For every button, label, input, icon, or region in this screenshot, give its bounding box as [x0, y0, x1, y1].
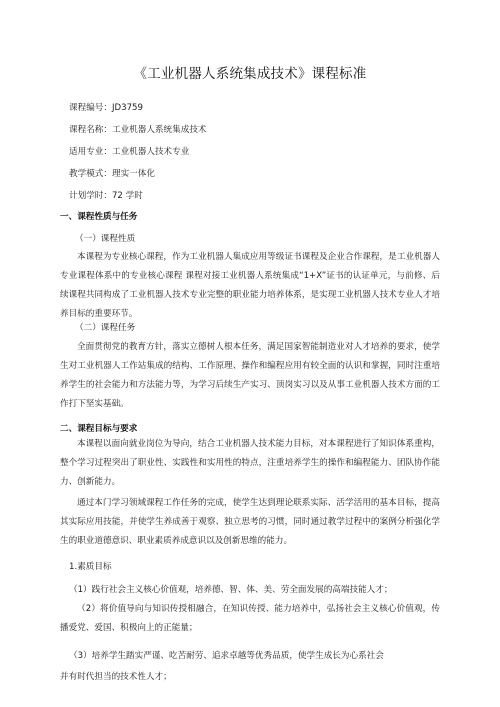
teaching-mode: 教学模式：理实一体化	[69, 169, 155, 179]
quality-goal-3-line-1: （3）培养学生踏实严谨、吃苦耐劳、追求卓越等优秀品质，使学生成长为心系社会	[69, 651, 384, 661]
course-code: 课程编号：JD3759	[69, 103, 143, 113]
course-nature-paragraph: 本课程为专业核心课程，作为工业机器人集成应用等级证书课程及企业合作课程，是工业机器人专业课程体系中的专业核心课程 课程对接工业机器人系统集成“1+X”证书的认证单元，与前修、后续课程共同构成了工业机器人技术专业完整的职业能力培养体系，是实现工业机器人技术专业人才培养目标的重要环节。	[60, 252, 440, 319]
course-name: 课程名称：工业机器人系统集成技术	[69, 125, 207, 135]
course-tasks-paragraph: 全面贯彻党的教育方针，落实立德树人根本任务，满足国家智能制造业对人才培养的要求，使学生对工业机器人工作站集成的结构、工作原理、操作和编程应用有较全面的认识和掌握，同时注重培养学生的社会能力和方法能力等，为学习后续生产实习、顶岗实习以及从事工业机器人技术方面的工作打下坚实基础。	[60, 342, 440, 409]
quality-goal-3-line-2: 并有时代担当的技术性人才；	[60, 672, 172, 682]
quality-goal-2: （2）将价值导向与知识传授相融合，在知识传授、能力培养中，弘扬社会主义核心价值观，传播爱党、爱国、积极向上的正能量；	[60, 604, 440, 633]
goals-paragraph-1: 本课程以面向就业岗位为导向，结合工业机器人技术能力目标，对本课程进行了知识体系重构，整个学习过程突出了职业性、实践性和实用性的特点，注重培养学生的操作和编程能力、团队协作能力、创新能力。	[60, 439, 440, 487]
subsection-heading-tasks: （二）课程任务	[75, 323, 136, 333]
applicable-major: 适用专业：工业机器人技术专业	[69, 147, 190, 157]
document-title: 《工业机器人系统集成技术》课程标准	[133, 66, 367, 82]
quality-goals-heading: 1.素质目标	[69, 562, 112, 572]
quality-goal-1: （1）践行社会主义核心价值观，培养德、智、体、美、劳全面发展的高端技能人才；	[69, 585, 393, 595]
section-heading-1: 一、课程性质与任务	[60, 212, 138, 222]
goals-paragraph-2: 通过本门学习领域课程工作任务的完成，使学生达到理论联系实际、活学活用的基本目标，提高其实际应用技能，并使学生养成善于观察、独立思考的习惯，同时通过教学过程中的案例分析强化学生的职业道德意识、职业素质养成意识以及创新思维的能力。	[60, 498, 440, 546]
section-heading-2: 二、课程目标与要求	[60, 424, 138, 434]
planned-hours: 计划学时：72 学时	[69, 191, 143, 201]
subsection-heading-nature: （一）课程性质	[75, 234, 136, 244]
